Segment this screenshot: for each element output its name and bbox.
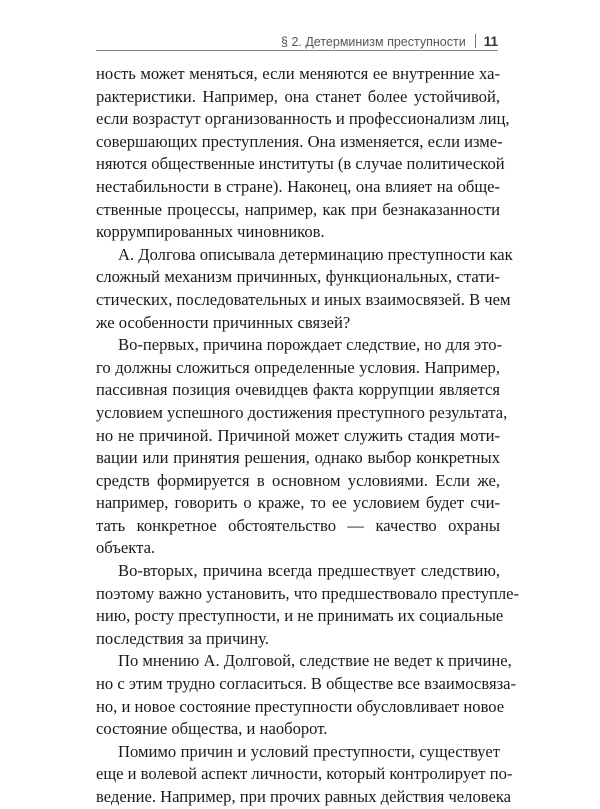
running-header: [96, 32, 498, 52]
paragraph: [96, 334, 508, 560]
text-line: ность может меняться, если меняются ее внутренние ха-: [96, 64, 500, 83]
paragraph: [96, 244, 513, 334]
page-number: 11: [483, 34, 498, 49]
header-separator: [475, 34, 476, 48]
text-line: например, говорить о краже, то ее условием будет счи-: [96, 493, 500, 513]
text-line: Помимо причин и условий преступности, существует: [118, 741, 500, 761]
text-line: состояние общества, и наоборот.: [96, 719, 328, 739]
text-line: рактеристики. Например, она станет более устойчивой,: [96, 86, 500, 106]
text-line: поэтому важно установить, что предшествовало преступле-: [96, 583, 520, 603]
text-line: нестабильности в стране). Наконец, она влияет на обще-: [96, 176, 500, 196]
text-line: нию, росту преступности, и не принимать их социальные: [96, 606, 504, 626]
text-line: совершающих преступления. Она изменяется, если изме-: [96, 131, 503, 151]
text-line: условием успешного достижения преступного результата,: [96, 402, 508, 422]
text-line: ственные процессы, например, как при безнаказанности: [96, 199, 500, 219]
text-line: но, и новое состояние преступности обусловливает новое: [96, 696, 505, 716]
text-line: но с этим трудно согласиться. В обществе все взаимосвяза-: [96, 674, 517, 694]
text-line: По мнению А. Долговой, следствие не ведет к причине,: [118, 651, 512, 671]
text-line: коррумпированных чиновников.: [96, 222, 325, 242]
paragraph: [96, 63, 510, 244]
body-text: [96, 63, 520, 809]
text-line: ведение. Например, при прочих равных действия человека: [96, 787, 512, 806]
text-line: последствия за причину.: [96, 628, 269, 648]
paragraph: [96, 741, 513, 809]
text-line: сложный механизм причинных, функциональных, стати-: [96, 267, 500, 287]
text-line: еще и волевой аспект личности, который контролирует по-: [96, 764, 513, 784]
text-line: Во-вторых, причина всегда предшествует следствию,: [118, 561, 500, 581]
text-line: А. Долгова описывала детерминацию преступности как: [118, 244, 513, 264]
header-rule: [96, 50, 498, 51]
text-line: пассивная позиция очевидцев факта коррупции является: [96, 380, 500, 400]
paragraph: [96, 560, 520, 650]
text-line: вации или принятия решения, однако выбор конкретных: [96, 448, 500, 468]
text-line: Во-первых, причина порождает следствие, но для это-: [118, 335, 503, 355]
text-line: стических, последовательных и иных взаимосвязей. В чем: [96, 289, 511, 309]
paragraph: [96, 650, 517, 740]
text-line: объекта.: [96, 538, 156, 558]
text-line: няются общественные институты (в случае политической: [96, 154, 505, 174]
text-line: если возрастут организованность и профессионализм лиц,: [96, 109, 510, 129]
text-line: средств формируется в основном условиями. Если же,: [96, 470, 500, 490]
text-line: но не причиной. Причиной может служить стадия моти-: [96, 425, 500, 445]
text-line: тать конкретное обстоятельство — качество охраны: [96, 515, 500, 535]
text-line: же особенности причинных связей?: [96, 312, 351, 332]
text-line: го должны сложиться определенные условия. Например,: [96, 357, 500, 377]
section-title: § 2. Детерминизм преступности: [281, 35, 466, 49]
